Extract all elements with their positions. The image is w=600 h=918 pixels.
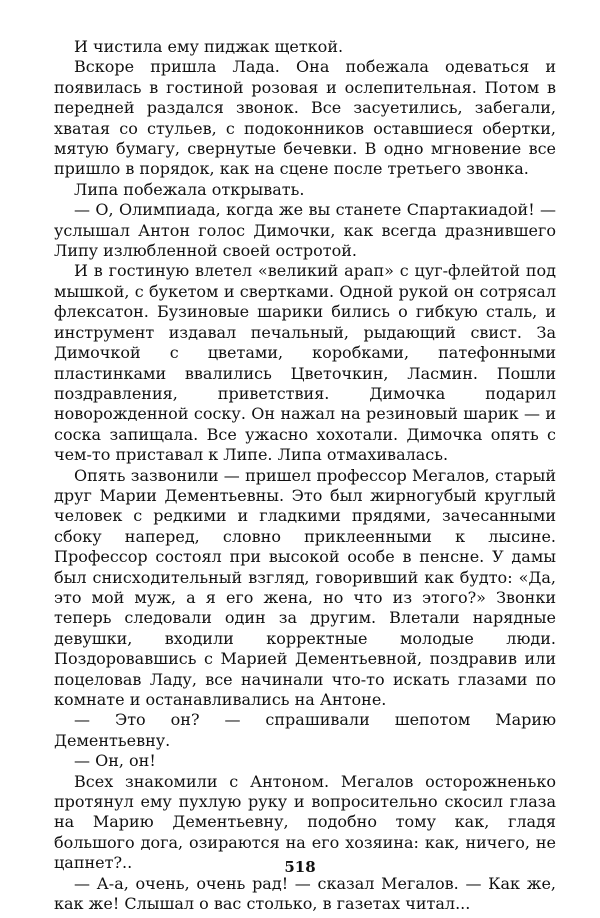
- page-text: [54, 37, 556, 914]
- paragraph: — А-а, очень, очень рад! — сказал Мегалов. — Как же, как же! Слышал о вас столько, в газетах читал...: [54, 873, 556, 914]
- page-number: 518: [284, 858, 316, 876]
- paragraph: Вскоре пришла Лада. Она побежала одеваться и появилась в гостиной розовая и ослепительная. Потом в передней раздался звонок. Все засуетились, забегали, хватая со стульев, с подоконников оставшиеся обертки, мятую бумагу, свернутые бечевки. В одно мгновение все пришло в порядок, как на сцене после третьего звонка.: [54, 57, 556, 179]
- paragraph: Всех знакомили с Антоном. Мегалов осторожненько протянул ему пухлую руку и вопросительно скосил глаза на Марию Дементьевну, подобно тому как, гладя большого дога, озираются на его хозяина: как, ничего, не цапнет?..: [54, 771, 556, 873]
- paragraph: И чистила ему пиджак щеткой.: [74, 37, 344, 56]
- paragraph: — Это он? — спрашивали шепотом Марию Дементьевну.: [54, 710, 556, 750]
- paragraph: — Он, он!: [74, 751, 156, 771]
- paragraph: И в гостиную влетел «великий арап» с цуг-флейтой под мышкой, с букетом и свертками. Одной рукой он сотрясал флексатон. Бузиновые шарики бились о гибкую сталь, и инструмент издавал печальный, рыдающий свист. За Димочкой с цветами, коробками, патефонными пластинками ввалились Цветочкин, Ласмин. Пошли поздравления, приветствия. Димочка подарил новорожденной соску. Он нажал на резиновый шарик — и соска запищала. Все ужасно хохотали. Димочка опять с чем-то приставал к Липе. Липа отмахивалась.: [54, 261, 556, 465]
- paragraph: Липа побежала открывать.: [74, 179, 305, 199]
- paragraph: — О, Олимпиада, когда же вы станете Спартакиадой! — услышал Антон голос Димочки, как всегда дразнившего Липу излюбленной своей остротой.: [54, 200, 556, 261]
- paragraph: Опять зазвонили — пришел профессор Мегалов, старый друг Марии Дементьевны. Это был жирногубый круглый человек с редкими и гладкими прядями, зачесанными сбоку наперед, словно приклеенными к лысине. Профессор состоял при высокой особе в пенсне. У дамы был снисходительный взгляд, говоривший как будто: «Да, это мой муж, а я его жена, но что из этого?» Звонки теперь следовали один за другим. Влетали нарядные девушки, входили корректные молодые люди. Поздоровавшись с Марией Дементьевной, поздравив или поцеловав Ладу, все начинали что-то искать глазами по комнате и останавливались на Антоне.: [54, 465, 556, 709]
